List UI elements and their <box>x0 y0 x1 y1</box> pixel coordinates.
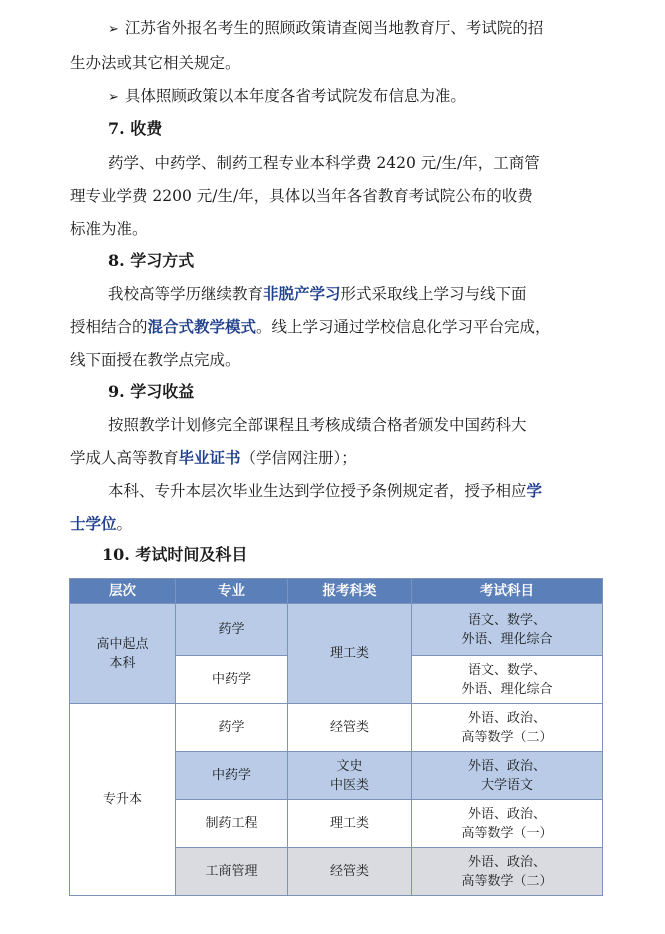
major-cell: 中药学 <box>176 656 288 704</box>
exam-subjects-table <box>69 578 603 896</box>
highlight-diploma: 毕业证书 <box>178 448 241 467</box>
header-category: 报考科类 <box>288 579 412 604</box>
highlight-blended-teaching: 混合式教学模式 <box>147 317 257 336</box>
arrow-bullet-icon: ➢ <box>108 22 119 37</box>
category-cell: 经管类 <box>288 848 412 896</box>
major-cell: 药学 <box>176 604 288 656</box>
study-mode-line-3: 线下面授在教学点完成。 <box>70 351 241 369</box>
arrow-bullet-icon: ➢ <box>108 90 119 105</box>
category-cell: 经管类 <box>288 704 412 752</box>
benefits-line-1: 按照教学计划修完全部课程且考核成绩合格者颁发中国药科大 <box>108 416 527 434</box>
policy-bullet-1: ➢ 江苏省外报名考生的照顾政策请查阅当地教育厅、考试院的招 <box>108 19 544 37</box>
policy-bullet-1-cont: 生办法或其它相关规定。 <box>70 54 241 72</box>
benefits-line-4: 士学位。 <box>70 514 133 533</box>
subjects-cell: 外语、政治、 高等数学（一） <box>412 800 603 848</box>
fees-line-3: 标准为准。 <box>70 220 148 238</box>
highlight-degree-start: 学 <box>526 481 543 500</box>
fees-heading: 7. 收费 <box>108 119 163 138</box>
study-mode-heading: 8. 学习方式 <box>108 251 195 270</box>
table-header-row <box>70 579 603 604</box>
major-cell: 工商管理 <box>176 848 288 896</box>
header-major: 专业 <box>176 579 288 604</box>
exam-heading: 10. 考试时间及科目 <box>102 545 248 564</box>
major-cell: 药学 <box>176 704 288 752</box>
study-mode-line-2: 授相结合的混合式教学模式。线上学习通过学校信息化学习平台完成， <box>70 317 551 336</box>
subjects-cell: 外语、政治、 高等数学（二） <box>412 704 603 752</box>
subjects-cell: 外语、政治、 高等数学（二） <box>412 848 603 896</box>
study-mode-line-1: 我校高等学历继续教育非脱产学习形式采取线上学习与线下面 <box>108 284 527 303</box>
benefits-heading: 9. 学习收益 <box>108 382 195 401</box>
category-cell: 文史 中医类 <box>288 752 412 800</box>
subjects-cell: 语文、数学、 外语、理化综合 <box>412 656 603 704</box>
table-row <box>70 704 603 752</box>
fees-line-2: 理专业学费 2200 元/生/年，具体以当年各省教育考试院公布的收费 <box>70 187 533 205</box>
highlight-part-time: 非脱产学习 <box>263 284 341 303</box>
subjects-cell: 语文、数学、 外语、理化综合 <box>412 604 603 656</box>
table-row <box>70 604 603 656</box>
header-level: 层次 <box>70 579 176 604</box>
benefits-line-3: 本科、专升本层次毕业生达到学位授予条例规定者，授予相应学 <box>108 481 543 500</box>
category-cell: 理工类 <box>288 800 412 848</box>
category-cell: 理工类 <box>288 604 412 704</box>
policy-bullet-2: ➢ 具体照顾政策以本年度各省考试院发布信息为准。 <box>108 87 466 105</box>
benefits-line-2: 学成人高等教育毕业证书（学信网注册）； <box>70 448 357 467</box>
level-cell-undergrad: 高中起点 本科 <box>70 604 176 704</box>
subjects-cell: 外语、政治、 大学语文 <box>412 752 603 800</box>
fees-line-1: 药学、中药学、制药工程专业本科学费 2420 元/生/年，工商管 <box>108 154 540 172</box>
major-cell: 中药学 <box>176 752 288 800</box>
header-subjects: 考试科目 <box>412 579 603 604</box>
level-cell-upgrade: 专升本 <box>70 704 176 896</box>
major-cell: 制药工程 <box>176 800 288 848</box>
highlight-degree: 士学位 <box>70 514 117 533</box>
